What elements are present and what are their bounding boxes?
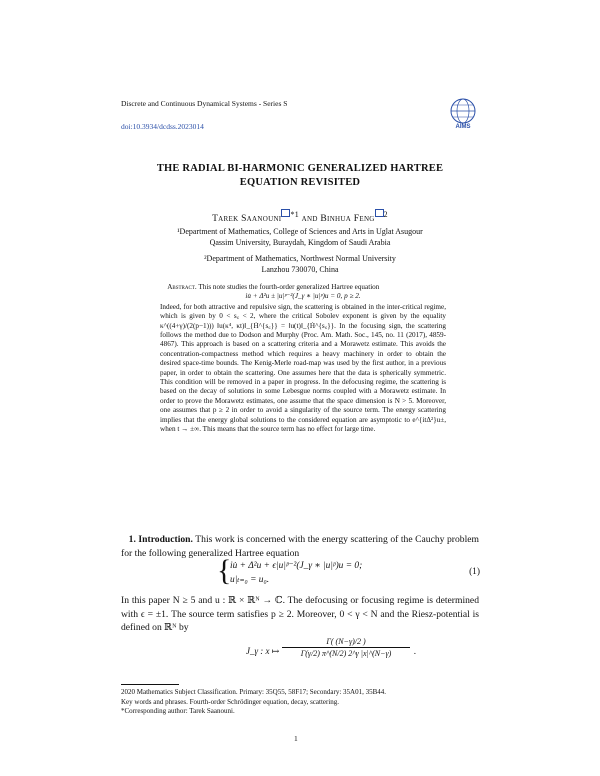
aims-logo xyxy=(446,96,480,130)
affiliation-2: ²Department of Mathematics, Northwest Normal University Lanzhou 730070, China xyxy=(204,254,396,274)
affiliation-1: ¹Department of Mathematics, College of Sciences and Arts in Uglat Asugour Qassim University, Buraydah, Kingdom of Saudi Arabia xyxy=(177,227,423,247)
abstract-intro: This note studies the fourth-order generalized Hartree equation xyxy=(198,283,380,291)
riesz-fraction xyxy=(282,637,410,658)
logo-text: AIMS xyxy=(455,124,471,130)
abstract-body: Indeed, for both attractive and repulsive sign, the scattering is obtained in the inter-critical regime, which is given by 0 < s꜀ < 2, where the critical Sobolev exponent is given by the equality κ^((4+γ)/(2(p−1))) ‖u(κ⁴, κt)‖_{Ḣ^{s꜀}} = ‖u(t)‖_{Ḣ^{s꜀}}. In the focusing sign, the scattering follows the method due to Dodson and Murphy (Proc. Am. Math. Soc., 145, no. 11 (2017), 4859-4867). This approach is based on a scattering criteria and a Morawetz estimate. This avoids the concentration-compactness method which requires a heavy machinery in order to obtain the desired space-time bounds. The Kenig-Merle road-map was used by the first author, in a previous paper, in order to obtain the scattering. One assumes here that the data is spherically symmetric. This condition will be removed in a paper in progress. In the defocusing regime, the scattering is based on the decay of solutions in some Lebesgue norms coupled with a Morawetz estimate. In order to prove the Morawetz estimates, one assume that the space dimension is N > 5. Moreover, one assumes that p ≥ 2 in order to avoid a singularity of the source term. The energy scattering implies that the energy global solutions to the considered equation are asymptotic to e^{itΔ²}u±, when t → ±∞. This means that the source term has no effect for large time. xyxy=(160,302,446,434)
equation-number: (1) xyxy=(469,567,480,577)
abstract-equation: iu̇ + Δ²u ± |u|ᵖ⁻²(J_γ ∗ |u|ᵖ)u = 0, p ≥ 2. xyxy=(245,292,361,301)
footnote-rule xyxy=(121,684,179,685)
riesz-numerator: Γ( (N−γ)/2 ) xyxy=(282,637,410,648)
setup-paragraph: In this paper N ≥ 5 and u : ℝ × ℝᴺ → ℂ. The defocusing or focusing regime is determined with ϵ = ±1. The source term satisfies p ≥ 2. Moreover, 0 < γ < N and the Riesz-potential is defined on ℝᴺ by xyxy=(121,595,479,634)
paper-title xyxy=(100,162,500,190)
title-line-1: THE RADIAL BI-HARMONIC GENERALIZED HARTREE xyxy=(156,163,444,174)
doi-link[interactable]: doi:10.3934/dcdss.2023014 xyxy=(121,122,204,131)
riesz-denominator: Γ(γ/2) π^(N/2) 2^γ |x|^(N−γ) xyxy=(300,649,392,658)
author-1-mark: *1 xyxy=(290,210,299,219)
riesz-lhs: J_γ : x ↦ xyxy=(246,646,280,656)
page-number: 1 xyxy=(294,734,298,743)
author-1: Tarek Saanouni xyxy=(212,214,282,225)
journal-name: Discrete and Continuous Dynamical Systems - Series S xyxy=(121,99,288,108)
riesz-potential-formula xyxy=(246,637,426,667)
abstract-label: Abstract. xyxy=(167,283,197,291)
authors-conj: and xyxy=(301,214,318,225)
author-2: Binhua Feng xyxy=(320,214,375,225)
title-line-2: EQUATION REVISITED xyxy=(239,177,361,188)
equation-line-1: iu̇ + Δ²u + ϵ|u|ᵖ⁻²(J_γ ∗ |u|ᵖ)u = 0; xyxy=(230,561,363,571)
msc-footnote: 2020 Mathematics Subject Classification. Primary: 35Q55, 58F17; Secondary: 35A01, 35B44. xyxy=(121,688,386,696)
left-brace: { xyxy=(217,554,232,587)
author-2-mark: 2 xyxy=(383,210,388,219)
orcid-icon[interactable] xyxy=(375,209,384,217)
riesz-end: . xyxy=(414,646,417,656)
corresponding-footnote: *Corresponding author: Tarek Saanouni. xyxy=(121,707,235,716)
footnotes xyxy=(121,688,479,717)
equation-line-2: u|ₜ₌₀ = u₀. xyxy=(230,575,270,585)
equation-system xyxy=(180,554,480,590)
section-heading: 1. Introduction. xyxy=(128,534,193,545)
abstract xyxy=(160,283,446,435)
introduction-paragraph xyxy=(121,533,479,560)
keywords-footnote: Key words and phrases. Fourth-order Schrödinger equation, decay, scattering. xyxy=(121,697,340,706)
authors xyxy=(100,209,500,224)
intro-text: This work is concerned with the energy scattering of the Cauchy problem for the following generalized Hartree equation xyxy=(121,534,479,559)
